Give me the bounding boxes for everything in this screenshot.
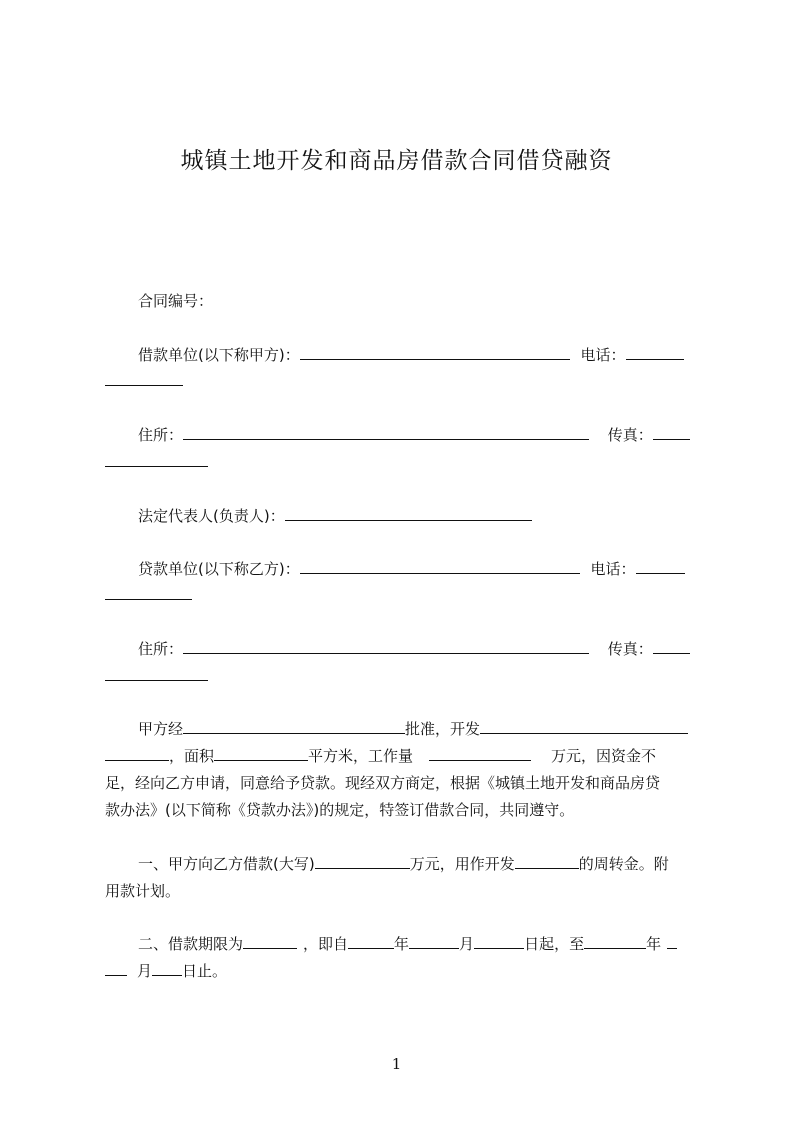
clause-1 <box>105 851 702 905</box>
clause-1-text-2: 万元，用作开发 <box>409 855 515 873</box>
end-month-blank-cont[interactable] <box>105 961 127 976</box>
loan-purpose-blank[interactable] <box>515 854 579 869</box>
clause-2-text-6: 年 <box>646 935 662 953</box>
lender-address-blank[interactable] <box>183 639 589 654</box>
lender-fax-blank-cont[interactable] <box>105 666 208 681</box>
borrower-phone-label: 电话： <box>580 346 626 364</box>
intro-line-3: 足，经向乙方申请，同意给予贷款。现经双方商定，根据《城镇土地开发和商品房贷 <box>105 774 661 792</box>
lender-phone-blank[interactable] <box>636 559 685 574</box>
borrower-blank[interactable] <box>300 345 570 360</box>
clause-2-text-5: 日起，至 <box>524 935 585 953</box>
borrower-address-blank[interactable] <box>183 425 589 440</box>
lender-fax-label: 传真： <box>607 640 653 658</box>
workload-blank[interactable] <box>429 746 531 761</box>
page-number: 1 <box>391 1055 402 1073</box>
borrower-phone-blank[interactable] <box>626 345 684 360</box>
lender-phone-cont <box>105 585 702 605</box>
start-year-blank[interactable] <box>348 934 394 949</box>
loan-term-blank[interactable] <box>243 934 297 949</box>
project-blank[interactable] <box>480 719 688 734</box>
clause-2-text-8: 日止。 <box>182 962 228 980</box>
borrower-line <box>138 345 702 365</box>
lender-address-line <box>138 639 702 659</box>
contract-no-label: 合同编号： <box>138 292 214 310</box>
borrower-fax-label: 传真： <box>607 426 653 444</box>
clause-2-text-7: 月 <box>137 962 153 980</box>
lender-phone-blank-cont[interactable] <box>105 585 192 600</box>
project-blank-cont[interactable] <box>105 746 169 761</box>
clause-2-text-4: 月 <box>459 935 475 953</box>
clause-2 <box>105 931 702 985</box>
intro-paragraph <box>105 716 702 824</box>
clause-2-text-3: 年 <box>394 935 410 953</box>
lender-address-label: 住所： <box>138 640 184 658</box>
borrower-address-line <box>138 425 702 445</box>
intro-text-2: 批准，开发 <box>405 720 481 738</box>
intro-text-3: ，面积 <box>169 747 215 765</box>
end-year-blank[interactable] <box>584 934 646 949</box>
intro-line-1 <box>105 716 702 743</box>
lender-phone-label: 电话： <box>590 560 636 578</box>
lender-label: 贷款单位(以下称乙方)： <box>138 560 300 578</box>
clause-2-line-1 <box>105 931 702 958</box>
lender-blank[interactable] <box>300 559 580 574</box>
area-blank[interactable] <box>214 746 308 761</box>
borrower-phone-blank-cont[interactable] <box>105 371 183 386</box>
clause-1-line-1 <box>105 851 702 878</box>
intro-line-4: 款办法》(以下简称《贷款办法》)的规定，特签订借款合同，共同遵守。 <box>105 801 575 819</box>
borrower-label: 借款单位(以下称甲方)： <box>138 346 300 364</box>
lender-fax-blank[interactable] <box>653 639 690 654</box>
borrower-address-label: 住所： <box>138 426 184 444</box>
start-day-blank[interactable] <box>474 934 524 949</box>
approval-authority-blank[interactable] <box>183 719 405 734</box>
end-month-blank[interactable] <box>667 934 677 949</box>
document-title: 城镇土地开发和商品房借款合同借贷融资 <box>180 148 613 174</box>
clause-2-text-1: 二、借款期限为 <box>138 935 244 953</box>
clause-1-text-3: 的周转金。附 <box>578 855 669 873</box>
intro-line-2 <box>105 743 702 770</box>
start-month-blank[interactable] <box>409 934 459 949</box>
intro-text-4: 平方米，工作量 <box>308 747 414 765</box>
clause-2-line-2 <box>105 958 702 985</box>
clause-1-text-1: 一、甲方向乙方借款(大写) <box>138 855 315 873</box>
lender-line <box>138 559 702 579</box>
loan-amount-blank[interactable] <box>315 854 410 869</box>
borrower-phone-cont <box>105 371 702 391</box>
borrower-fax-blank-cont[interactable] <box>105 452 208 467</box>
legal-rep-line <box>138 506 702 526</box>
borrower-fax-blank[interactable] <box>653 425 690 440</box>
legal-rep-label: 法定代表人(负责人)： <box>138 507 285 525</box>
borrower-fax-cont <box>105 452 702 472</box>
intro-text-1: 甲方经 <box>138 720 184 738</box>
clause-1-line-2: 用款计划。 <box>105 882 181 900</box>
lender-fax-cont <box>105 666 702 686</box>
contract-no-line <box>138 291 702 311</box>
clause-2-text-2: ，即自 <box>303 935 349 953</box>
end-day-blank[interactable] <box>152 961 182 976</box>
intro-text-5: 万元，因资金不 <box>551 747 657 765</box>
legal-rep-blank[interactable] <box>285 506 532 521</box>
